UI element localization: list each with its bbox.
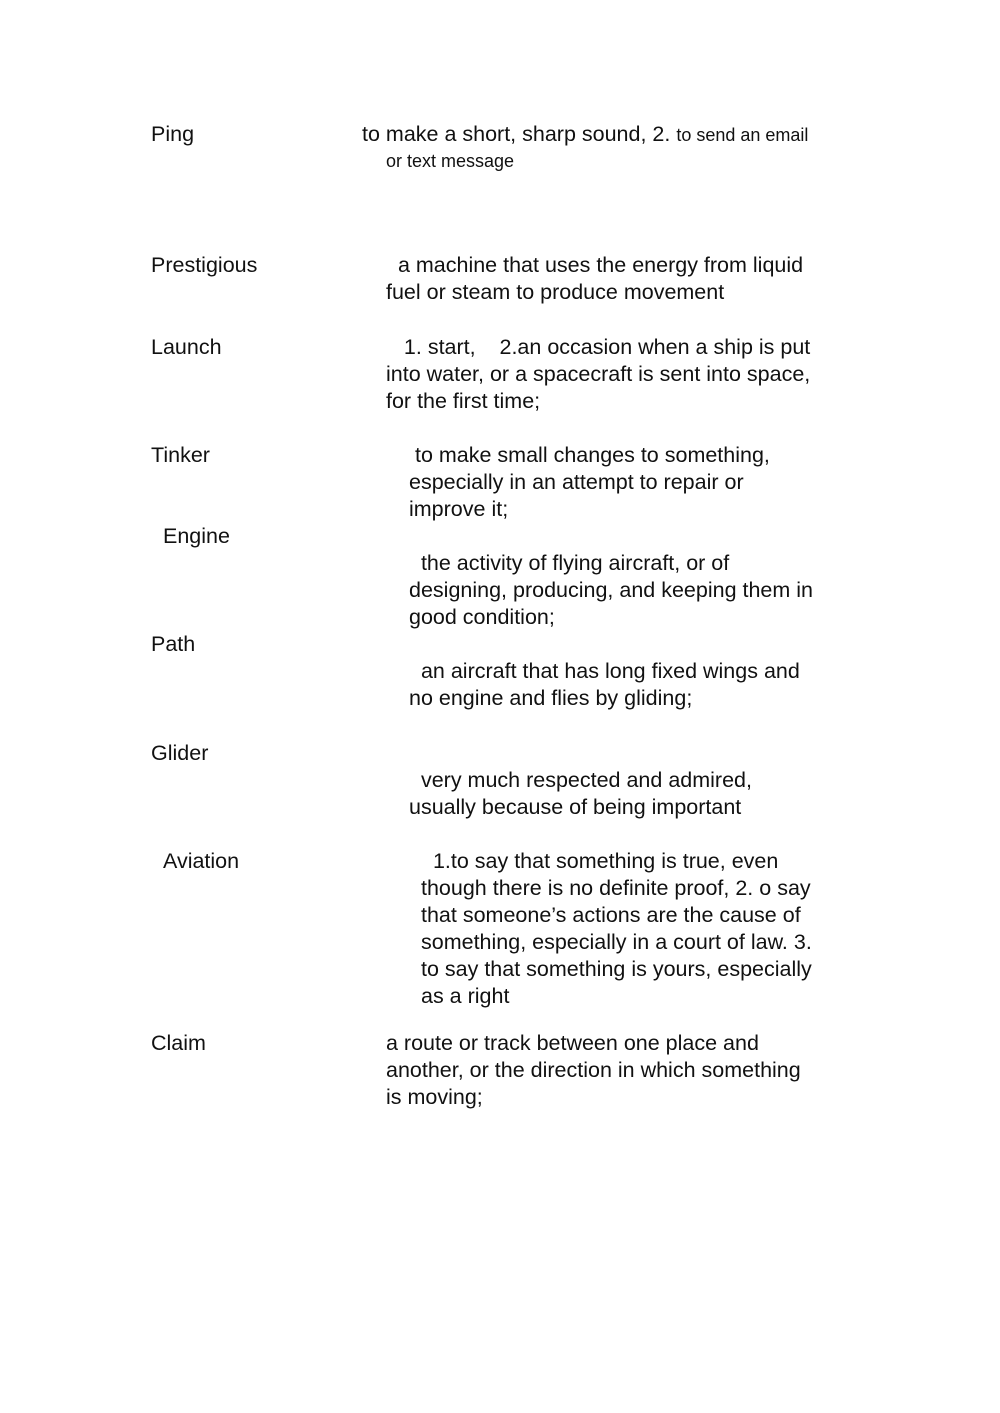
definition-line: to say that something is yours, especially — [421, 957, 812, 981]
definition-line: 1.to say that something is true, even — [421, 849, 779, 873]
definition-line: very much respected and admired, — [409, 768, 752, 792]
definition-line: a machine that uses the energy from liquid — [386, 253, 804, 277]
definition-line: designing, producing, and keeping them in — [409, 578, 814, 602]
definition-line: or text message — [386, 151, 515, 171]
definition-line: 1. start, 2.an occasion when a ship is put — [386, 335, 811, 359]
definition-line: especially in an attempt to repair or — [409, 470, 744, 494]
definition-line: into water, or a spacecraft is sent into space, — [386, 362, 811, 386]
definition-line: improve it; — [409, 497, 509, 521]
definition-0[interactable] — [362, 121, 808, 173]
definition-line: though there is no definite proof, 2. o say — [421, 876, 811, 900]
definition-5[interactable] — [409, 658, 800, 712]
definition-line: the activity of flying aircraft, or of — [409, 551, 730, 575]
definition-line: good condition; — [409, 605, 555, 629]
definition-line: is moving; — [386, 1085, 483, 1109]
definition-line: that someone’s actions are the cause of — [421, 903, 801, 927]
definition-2[interactable] — [386, 334, 810, 415]
definition-6[interactable] — [409, 767, 752, 821]
definition-1[interactable] — [386, 252, 803, 306]
definition-line: a route or track between one place and — [386, 1031, 759, 1055]
definition-line: usually because of being important — [409, 795, 742, 819]
term-path[interactable]: Path — [151, 632, 196, 656]
definition-line: fuel or steam to produce movement — [386, 280, 725, 304]
definition-line: another, or the direction in which something — [386, 1058, 801, 1082]
definition-8[interactable] — [386, 1030, 801, 1111]
term-claim[interactable]: Claim — [151, 1031, 206, 1055]
definition-line: to make small changes to something, — [409, 443, 770, 467]
definition-small-text: to send an email — [676, 125, 809, 145]
term-engine[interactable]: Engine — [163, 524, 230, 548]
definition-4[interactable] — [409, 550, 813, 631]
term-launch[interactable]: Launch — [151, 335, 222, 359]
term-tinker[interactable]: Tinker — [151, 443, 210, 467]
term-aviation[interactable]: Aviation — [163, 849, 240, 873]
definition-line: something, especially in a court of law. 3. — [421, 930, 812, 954]
term-glider[interactable]: Glider — [151, 741, 209, 765]
term-ping[interactable]: Ping — [151, 122, 195, 146]
definition-line: to make a short, sharp sound, 2. to send an email — [362, 122, 809, 146]
term-prestigious[interactable]: Prestigious — [151, 253, 258, 277]
definition-line: no engine and flies by gliding; — [409, 686, 693, 710]
definition-7[interactable] — [421, 848, 812, 1010]
definition-line: as a right — [421, 984, 510, 1008]
definition-line: for the first time; — [386, 389, 541, 413]
definition-line: an aircraft that has long fixed wings and — [409, 659, 800, 683]
definition-3[interactable] — [409, 442, 770, 523]
